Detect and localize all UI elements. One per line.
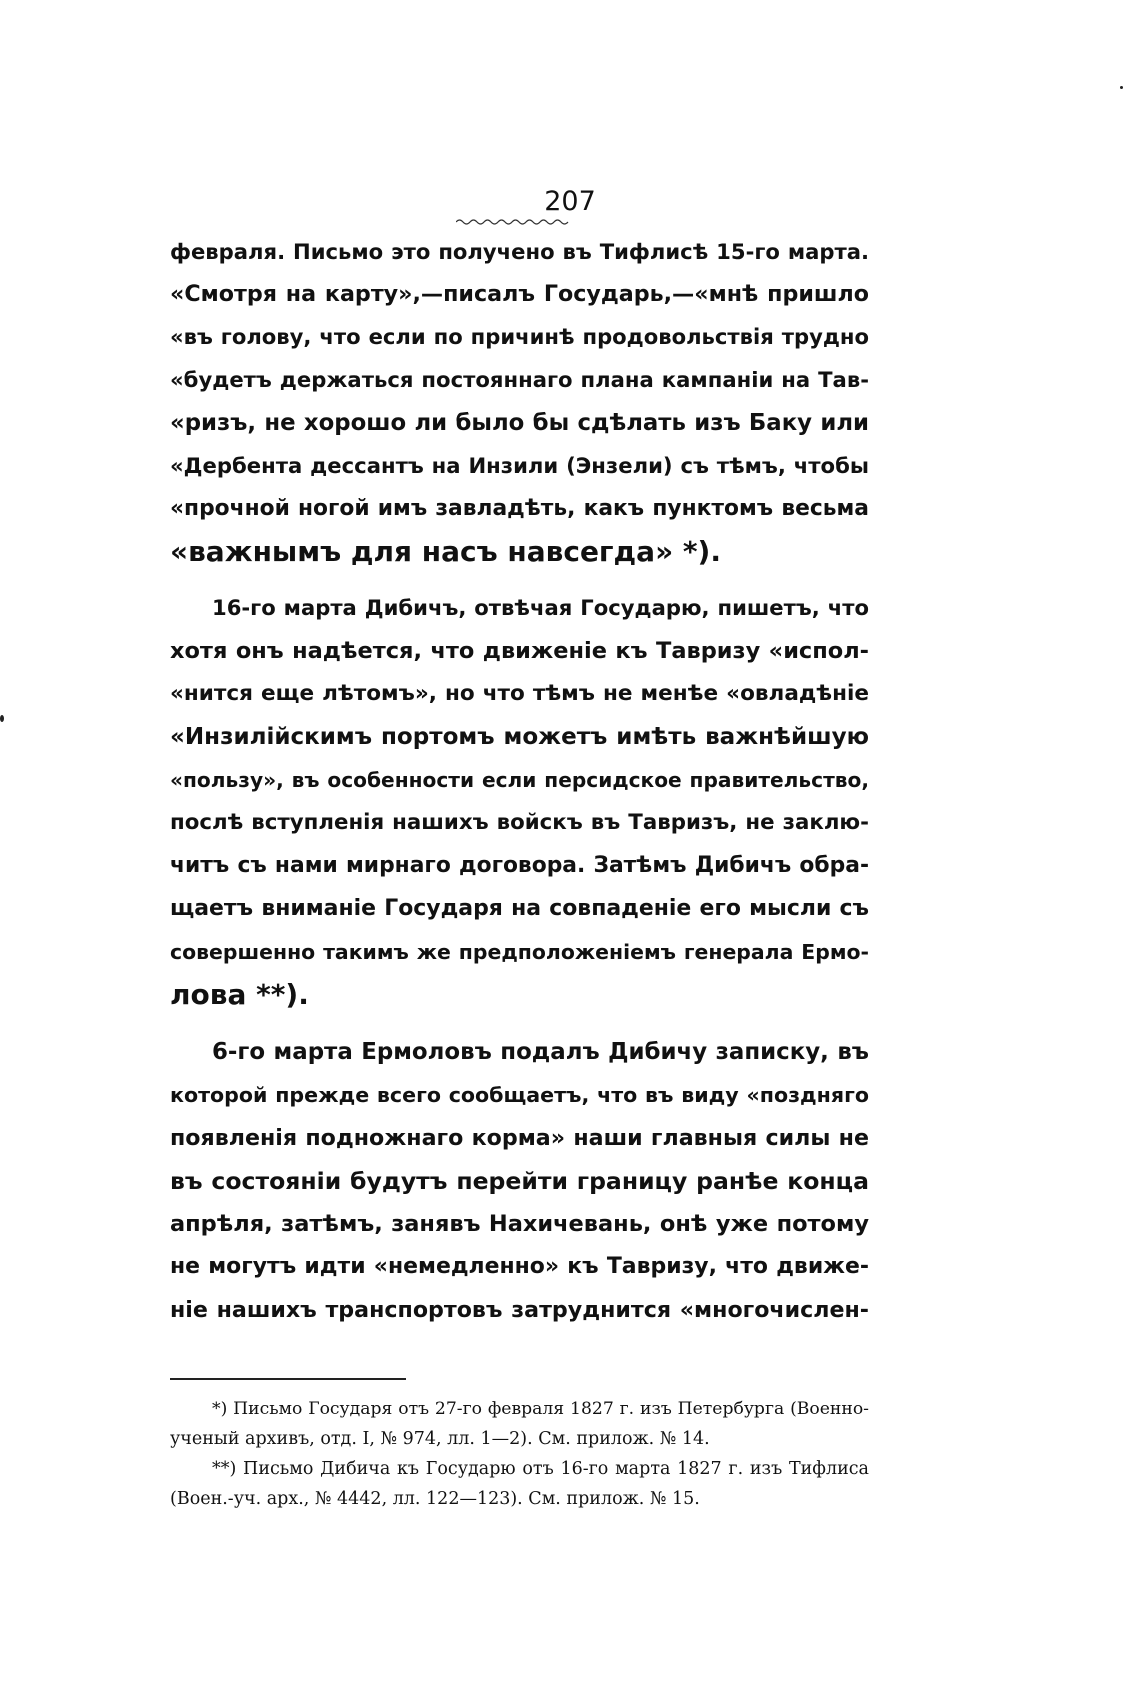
- ornament-divider: [456, 217, 570, 227]
- text-line: апрѣля, затѣмъ, занявъ Нахичевань, онѣ уже потому: [170, 1211, 869, 1237]
- footnote-line: (Воен.-уч. арх., № 4442, лл. 122—123). См. прилож. № 15.: [170, 1489, 700, 1509]
- page-number: 207: [544, 186, 596, 217]
- text-line: «важнымъ для насъ навсегда» *).: [170, 535, 721, 568]
- footnote-line: ученый архивъ, отд. I, № 974, лл. 1—2). См. прилож. № 14.: [170, 1429, 710, 1449]
- footnote-line: **) Письмо Дибича къ Государю отъ 16-го марта 1827 г. изъ Тифлиса: [212, 1459, 869, 1479]
- text-line: ніе нашихъ транспортовъ затруднится «многочислен-: [170, 1297, 869, 1323]
- footnote-divider: [170, 1378, 406, 1380]
- text-line: «въ голову, что если по причинѣ продовольствія трудно: [170, 324, 869, 349]
- margin-speck: [1120, 86, 1123, 89]
- text-line: щаетъ вниманіе Государя на совпаденіе его мысли съ: [170, 896, 869, 921]
- text-line: не могутъ идти «немедленно» къ Тавризу, что движе-: [170, 1254, 869, 1279]
- text-line: лова **).: [170, 978, 309, 1011]
- text-line: послѣ вступленія нашихъ войскъ въ Тавризъ, не заклю-: [170, 810, 869, 835]
- text-line: «прочной ногой имъ завладѣть, какъ пунктомъ весьма: [170, 496, 869, 521]
- text-line: которой прежде всего сообщаетъ, что въ виду «поздняго: [170, 1083, 869, 1107]
- text-line: 6-го марта Ермоловъ подалъ Дибичу записку, въ: [212, 1039, 869, 1065]
- text-line: «будетъ держаться постояннаго плана кампаніи на Тав-: [170, 367, 869, 392]
- text-line: читъ съ нами мирнаго договора. Затѣмъ Дибичъ обра-: [170, 853, 869, 878]
- text-line: «Инзилійскимъ портомъ можетъ имѣть важнѣйшую: [170, 724, 869, 750]
- text-line: 16-го марта Дибичъ, отвѣчая Государю, пишетъ, что: [212, 595, 869, 620]
- text-line: совершенно такимъ же предположеніемъ генерала Ермо-: [170, 940, 869, 964]
- text-line: появленія подножнаго корма» наши главныя силы не: [170, 1125, 869, 1151]
- text-line: «Дербента дессантъ на Инзили (Энзели) съ тѣмъ, чтобы: [170, 453, 869, 478]
- text-line: «ризъ, не хорошо ли было бы сдѣлать изъ Баку или: [170, 410, 869, 436]
- text-line: хотя онъ надѣется, что движеніе къ Тавризу «испол-: [170, 638, 869, 664]
- text-line: «Смотря на карту»,—писалъ Государь,—«мнѣ пришло: [170, 281, 869, 307]
- text-line: «нится еще лѣтомъ», но что тѣмъ не менѣе «овладѣніе: [170, 681, 869, 706]
- footnote-line: *) Письмо Государя отъ 27-го февраля 1827 г. изъ Петербурга (Военно-: [212, 1399, 869, 1419]
- margin-speck: [0, 715, 4, 722]
- text-line: въ состояніи будутъ перейти границу ранѣе конца: [170, 1167, 869, 1195]
- text-line: февраля. Письмо это получено въ Тифлисѣ 15-го марта.: [170, 239, 869, 264]
- text-line: «пользу», въ особенности если персидское правительство,: [170, 768, 869, 792]
